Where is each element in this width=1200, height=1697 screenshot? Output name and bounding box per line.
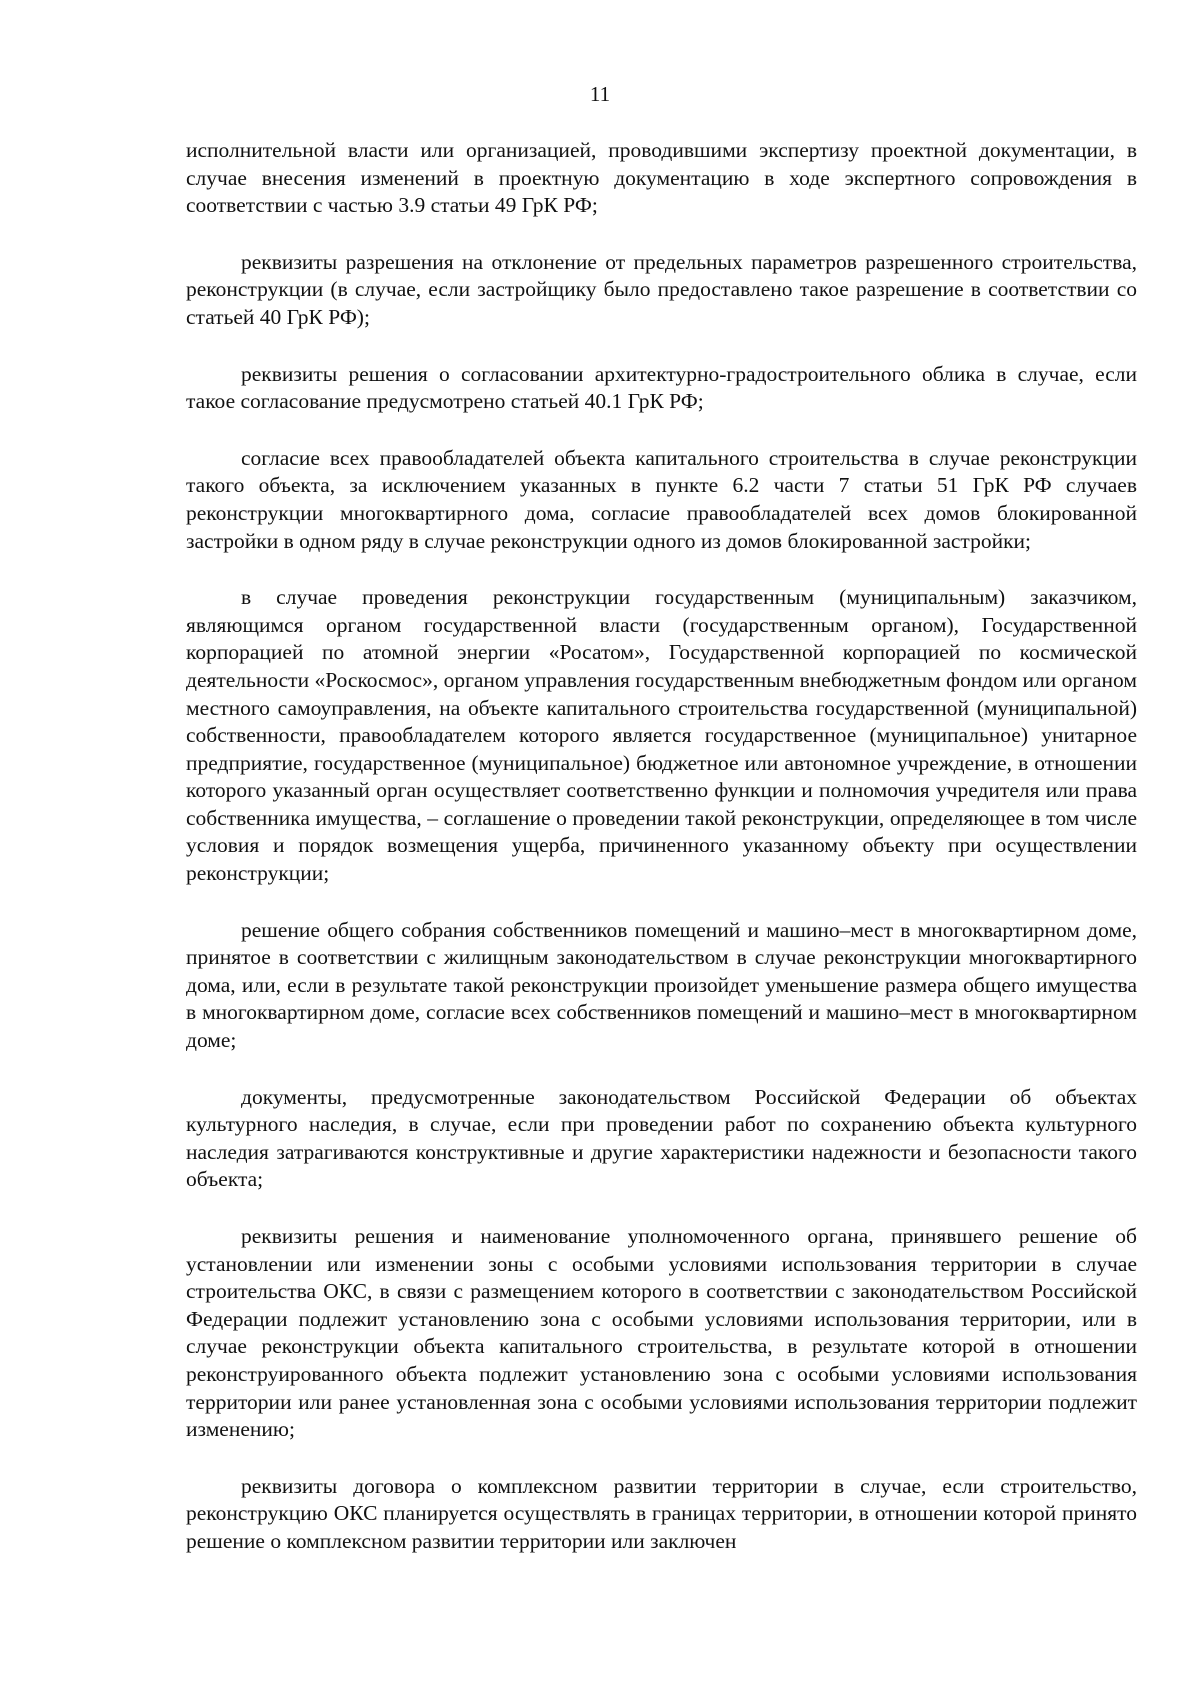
paragraph-general-meeting-decision: решение общего собрания собственников помещений и машино–мест в многоквартирном доме, принятое в соответствии с жилищным законодательством в случае реконструкции многоквартирного дома, или, если в результате такой реконструкции произойдет уменьшение размера общего имущества в многоквартирном доме, согласие всех собственников помещений и машино–мест в многоквартирном доме; — [186, 917, 1137, 1053]
document-body — [186, 137, 1137, 1585]
paragraph-expert-review-continuation: исполнительной власти или организацией, проводившими экспертизу проектной документации, в случае внесения изменений в проектную документацию в ходе экспертного сопровождения в соответствии с частью 3.9 статьи 49 ГрК РФ; — [186, 138, 1137, 218]
paragraph-owners-consent: согласие всех правообладателей объекта капитального строительства в случае реконструкции такого объекта, за исключением указанных в пункте 6.2 части 7 статьи 51 ГрК РФ случаев реконструкции многоквартирного дома, согласие правообладателей всех домов блокированной застройки в одном ряду в случае реконструкции одного из домов блокированной застройки; — [186, 445, 1137, 553]
paragraph-deviation-permit: реквизиты разрешения на отклонение от предельных параметров разрешенного строительства, реконструкции (в случае, если застройщику было предоставлено такое разрешение в соответствии со статьей 40 ГрК РФ); — [186, 249, 1137, 329]
paragraph-state-customer-agreement: в случае проведения реконструкции государственным (муниципальным) заказчиком, являющимся органом государственной власти (государственным органом), Государственной корпорацией по атомной энергии «Росатом», Государственной корпорацией по космической деятельности «Роскосмос», органом управления государственным внебюджетным фондом или органом местного самоуправления, на объекте капитального строительства государственной (муниципальной) собственности, правообладателем которого является государственное (муниципальное) унитарное предприятие, государственное (муниципальное) бюджетное или автономное учреждение, в отношении которого указанный орган осуществляет соответственно функции и полномочия учредителя или права собственника имущества, – соглашение о проведении такой реконструкции, определяющее в том числе условия и порядок возмещения ущерба, причиненного указанному объекту при осуществлении реконструкции; — [186, 585, 1137, 886]
paragraph-special-zone-decision: реквизиты решения и наименование уполномоченного органа, принявшего решение об установлении или изменении зоны с особыми условиями использования территории в случае строительства ОКС, в связи с размещением которого в соответствии с законодательством Российской Федерации подлежит установлению зона с особыми условиями использования территории, или в случае реконструкции объекта капитального строительства, в результате которой в отношении реконструированного объекта подлежит установлению зона с особыми условиями использования территории или ранее установленная зона с особыми условиями использования территории подлежит изменению; — [186, 1224, 1137, 1442]
paragraph-architectural-appearance: реквизиты решения о согласовании архитектурно-градостроительного облика в случае, если такое согласование предусмотрено статьей 40.1 ГрК РФ; — [186, 361, 1137, 414]
page-number: 11 — [589, 82, 611, 106]
paragraph-complex-development-agreement: реквизиты договора о комплексном развитии территории в случае, если строительство, реконструкцию ОКС планируется осуществлять в границах территории, в отношении которой принято решение о комплексном развитии территории или заключен — [186, 1473, 1137, 1553]
paragraph-cultural-heritage: документы, предусмотренные законодательством Российской Федерации об объектах культурного наследия, в случае, если при проведении работ по сохранению объекта культурного наследия затрагиваются конструктивные и другие характеристики надежности и безопасности такого объекта; — [186, 1084, 1137, 1192]
